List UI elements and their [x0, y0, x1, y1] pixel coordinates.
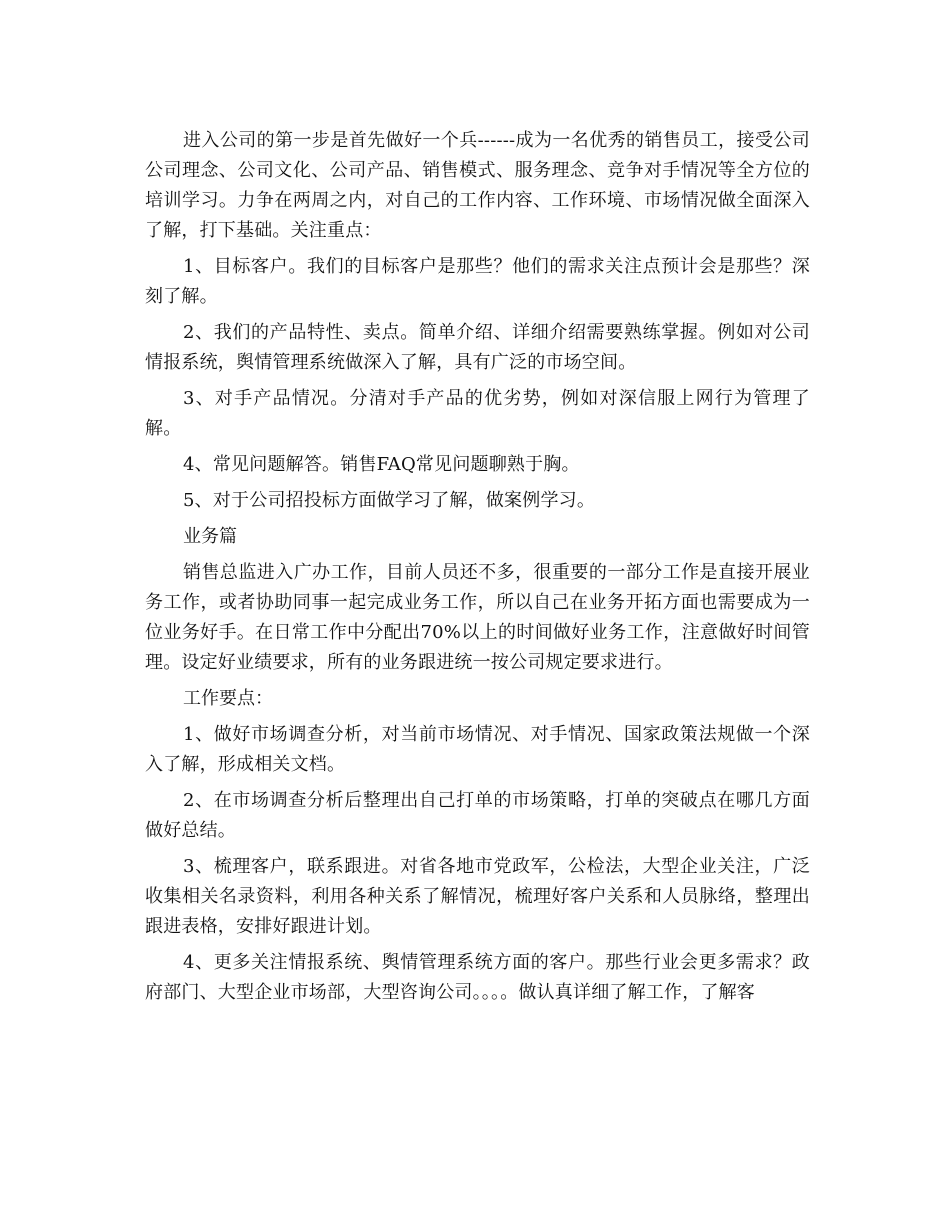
document-page	[145, 126, 810, 1014]
section-heading-business: 业务篇	[183, 526, 237, 547]
intro-paragraph: 进入公司的第一步是首先做好一个兵------成为一名优秀的销售员工，接受公司公司理念、公司文化、公司产品、销售模式、服务理念、竞争对手情况等全方位的培训学习。力争在两周之内，对自己的工作内容、工作环境、市场情况做全面深入了解，打下基础。关注重点：	[145, 130, 810, 241]
focus-item-5: 5、对于公司招投标方面做学习了解，做案例学习。	[183, 490, 596, 511]
focus-item-4: 4、常见问题解答。销售FAQ常见问题聊熟于胸。	[183, 454, 580, 475]
focus-item-2: 2、我们的产品特性、卖点。简单介绍、详细介绍需要熟练掌握。例如对公司情报系统，舆情管理系统做深入了解，具有广泛的市场空间。	[145, 322, 810, 373]
work-points-heading: 工作要点：	[183, 688, 273, 709]
business-paragraph: 销售总监进入广办工作，目前人员还不多，很重要的一部分工作是直接开展业务工作，或者协助同事一起完成业务工作，所以自己在业务开拓方面也需要成为一位业务好手。在日常工作中分配出70%以上的时间做好业务工作，注意做好时间管理。设定好业绩要求，所有的业务跟进统一按公司规定要求进行。	[145, 562, 810, 673]
work-point-4: 4、更多关注情报系统、舆情管理系统方面的客户。那些行业会更多需求？政府部门、大型企业市场部，大型咨询公司。。。。做认真详细了解工作，了解客	[145, 952, 810, 1003]
focus-item-1: 1、目标客户。我们的目标客户是那些？他们的需求关注点预计会是那些？深刻了解。	[145, 256, 810, 307]
work-point-1: 1、做好市场调查分析，对当前市场情况、对手情况、国家政策法规做一个深入了解，形成相关文档。	[145, 724, 810, 775]
work-point-3: 3、梳理客户，联系跟进。对省各地市党政军，公检法，大型企业关注，广泛收集相关名录资料，利用各种关系了解情况，梳理好客户关系和人员脉络，整理出跟进表格，安排好跟进计划。	[145, 856, 810, 937]
focus-item-3: 3、对手产品情况。分清对手产品的优劣势，例如对深信服上网行为管理了解。	[145, 388, 810, 439]
work-point-2: 2、在市场调查分析后整理出自己打单的市场策略，打单的突破点在哪几方面做好总结。	[145, 790, 810, 841]
